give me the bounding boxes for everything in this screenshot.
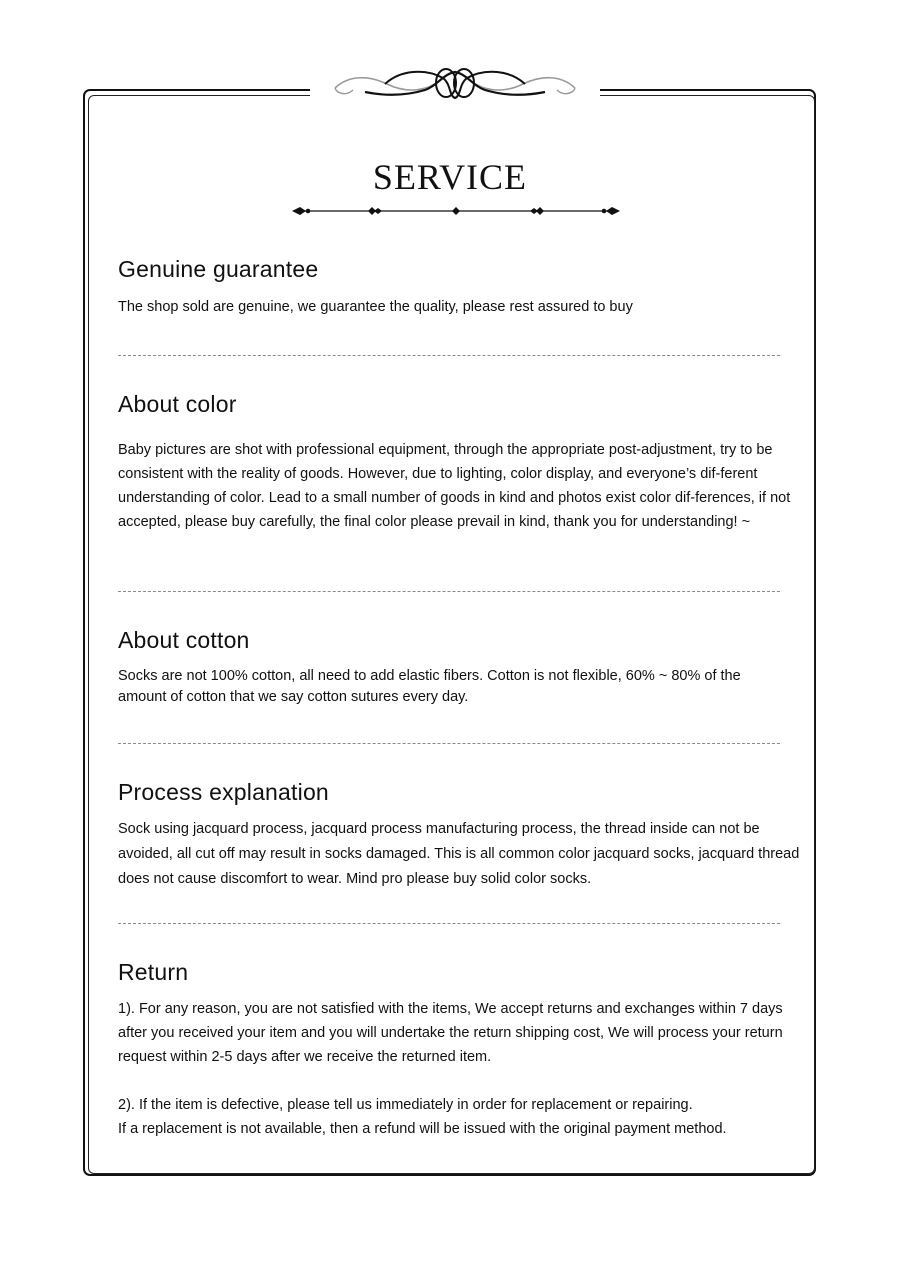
section-divider	[118, 743, 780, 744]
section-divider	[118, 591, 780, 592]
section-divider	[118, 923, 780, 924]
section-text: Socks are not 100% cotton, all need to add elastic fibers. Cotton is not flexible, 60% ~ 80% of the amount of cotton that we say cotton sutures every day.	[118, 668, 741, 705]
section-genuine-guarantee	[118, 256, 798, 317]
title-divider-ornament-icon	[290, 203, 622, 219]
page-title: SERVICE	[372, 157, 528, 197]
return-policy-3: If a replacement is not available, then a refund will be issued with the original payment method.	[118, 1121, 727, 1137]
section-heading: About color	[118, 391, 237, 417]
section-return	[118, 959, 798, 1141]
scroll-ornament-icon	[325, 62, 585, 104]
section-about-color	[118, 391, 792, 534]
section-heading: About cotton	[118, 627, 250, 653]
section-heading: Genuine guarantee	[118, 256, 319, 282]
section-divider	[118, 355, 780, 356]
return-policy-1: 1). For any reason, you are not satisfied with the items, We accept returns and exchanges within 7 days after you received your item and you will undertake the return shipping cost, We will process your return request within 2-5 days after we receive the returned item.	[118, 1001, 783, 1065]
section-heading: Return	[118, 959, 189, 985]
section-text: Baby pictures are shot with professional equipment, through the appropriate post-adjustment, try to be consistent with the reality of goods. However, due to lighting, color display, and everyone’s dif-ferent understanding of color. Lead to a small number of goods in kind and photos exist color dif-ferences, if not accepted, please buy carefully, the final color please prevail in kind, thank you for understanding! ~	[118, 442, 791, 530]
section-about-cotton	[118, 627, 783, 708]
section-text: Sock using jacquard process, jacquard process manufacturing process, the thread inside can not be avoided, all cut off may result in socks damaged. This is all common color jacquard socks, jacquard thread does not cause discomfort to wear. Mind pro please buy solid color socks.	[118, 821, 800, 887]
section-heading: Process explanation	[118, 779, 329, 805]
return-policy-2: 2). If the item is defective, please tell us immediately in order for replacement or repairing.	[118, 1097, 693, 1113]
section-process-explanation	[118, 779, 806, 892]
section-text: The shop sold are genuine, we guarantee the quality, please rest assured to buy	[118, 299, 633, 315]
